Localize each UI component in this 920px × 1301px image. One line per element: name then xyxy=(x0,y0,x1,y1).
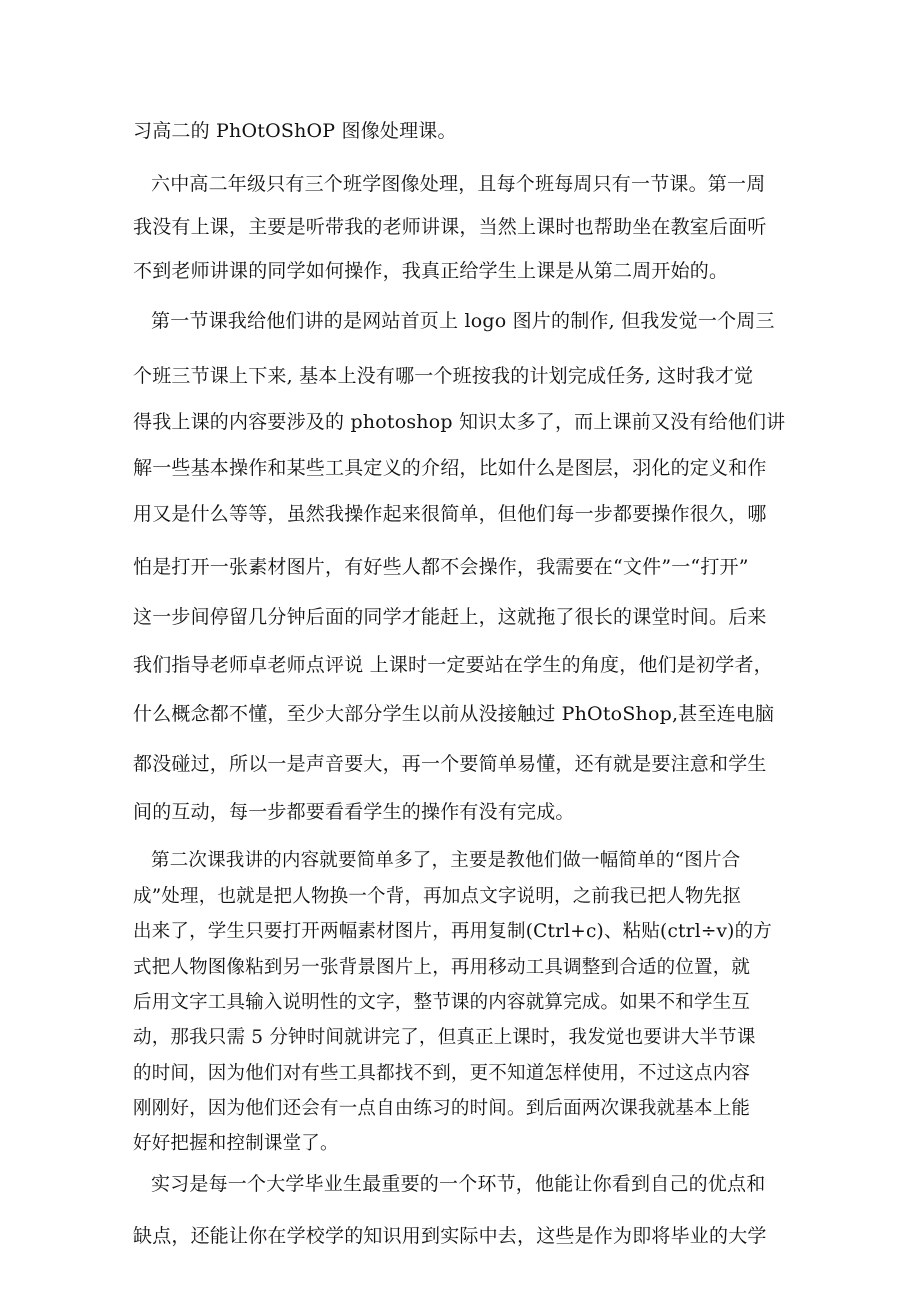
text-line: 习高二的 PhOtOShOP 图像处理课。 xyxy=(133,120,457,142)
text-line: 第二次课我讲的内容就要简单多了，主要是教他们做一幅简单的“图片合 xyxy=(151,850,741,871)
text-line: 成”处理，也就是把人物换一个背，再加点文字说明，之前我已把人物先抠 xyxy=(133,886,742,907)
text-line: 缺点，还能让你在学校学的知识用到实际中去，这些是作为即将毕业的大学 xyxy=(133,1225,767,1247)
text-line: 这一步间停留几分钟后面的同学才能赶上，这就拖了很长的课堂时间。后来 xyxy=(133,606,767,628)
text-line: 六中高二年级只有三个班学图像处理，且每个班每周只有一节课。第一周 xyxy=(151,173,766,195)
text-line: 我没有上课，主要是听带我的老师讲课，当然上课时也帮助坐在教室后面听 xyxy=(133,216,767,238)
text-line: 都没碰过，所以一是声音要大，再一个要简单易懂，还有就是要注意和学生 xyxy=(133,753,767,775)
text-line: 出来了，学生只要打开两幅素材图片，再用复制(Ctrl+c)、粘贴(ctrl÷v)的方 xyxy=(133,921,772,942)
text-line: 什么概念都不懂，至少大部分学生以前从没接触过 PhOtoShop,甚至连电脑 xyxy=(133,703,775,725)
text-line: 第一节课我给他们讲的是网站首页上 logo 图片的制作, 但我发觉一个周三 xyxy=(151,310,775,332)
text-line: 的时间，因为他们对有些工具都找不到，更不知道怎样使用，不过这点内容 xyxy=(133,1063,751,1084)
text-line: 个班三节课上下来, 基本上没有哪一个班按我的计划完成任务, 这时我才觉 xyxy=(133,365,754,387)
text-line: 用又是什么等等，虽然我操作起来很简单，但他们每一步都要操作很久，哪 xyxy=(133,503,767,525)
text-line: 间的互动，每一步都要看看学生的操作有没有完成。 xyxy=(133,801,575,823)
text-line: 式把人物图像粘到另一张背景图片上，再用移动工具调整到合适的位置，就 xyxy=(133,957,751,978)
text-line: 得我上课的内容要涉及的 photoshop 知识太多了，而上课前又没有给他们讲 xyxy=(133,411,786,433)
text-line: 解一些基本操作和某些工具定义的介绍，比如什么是图层，羽化的定义和作 xyxy=(133,457,767,479)
text-line: 刚刚好，因为他们还会有一点自由练习的时间。到后面两次课我就基本上能 xyxy=(133,1098,751,1119)
text-line: 实习是每一个大学毕业生最重要的一个环节，他能让你看到自己的优点和 xyxy=(151,1173,766,1195)
text-line: 好好把握和控制课堂了。 xyxy=(133,1133,339,1154)
text-line: 怕是打开一张素材图片，有好些人都不会操作，我需要在“文件”一“打开” xyxy=(133,556,749,578)
text-line: 动，那我只需 5 分钟时间就讲完了，但真正上课时，我发觉也要讲大半节课 xyxy=(133,1027,756,1048)
text-line: 我们指导老师卓老师点评说 上课时一定要站在学生的角度，他们是初学者， xyxy=(133,654,773,676)
text-line: 后用文字工具输入说明性的文字，整节课的内容就算完成。如果不和学生互 xyxy=(133,992,751,1013)
text-line: 不到老师讲课的同学如何操作，我真正给学生上课是从第二周开始的。 xyxy=(133,260,729,282)
